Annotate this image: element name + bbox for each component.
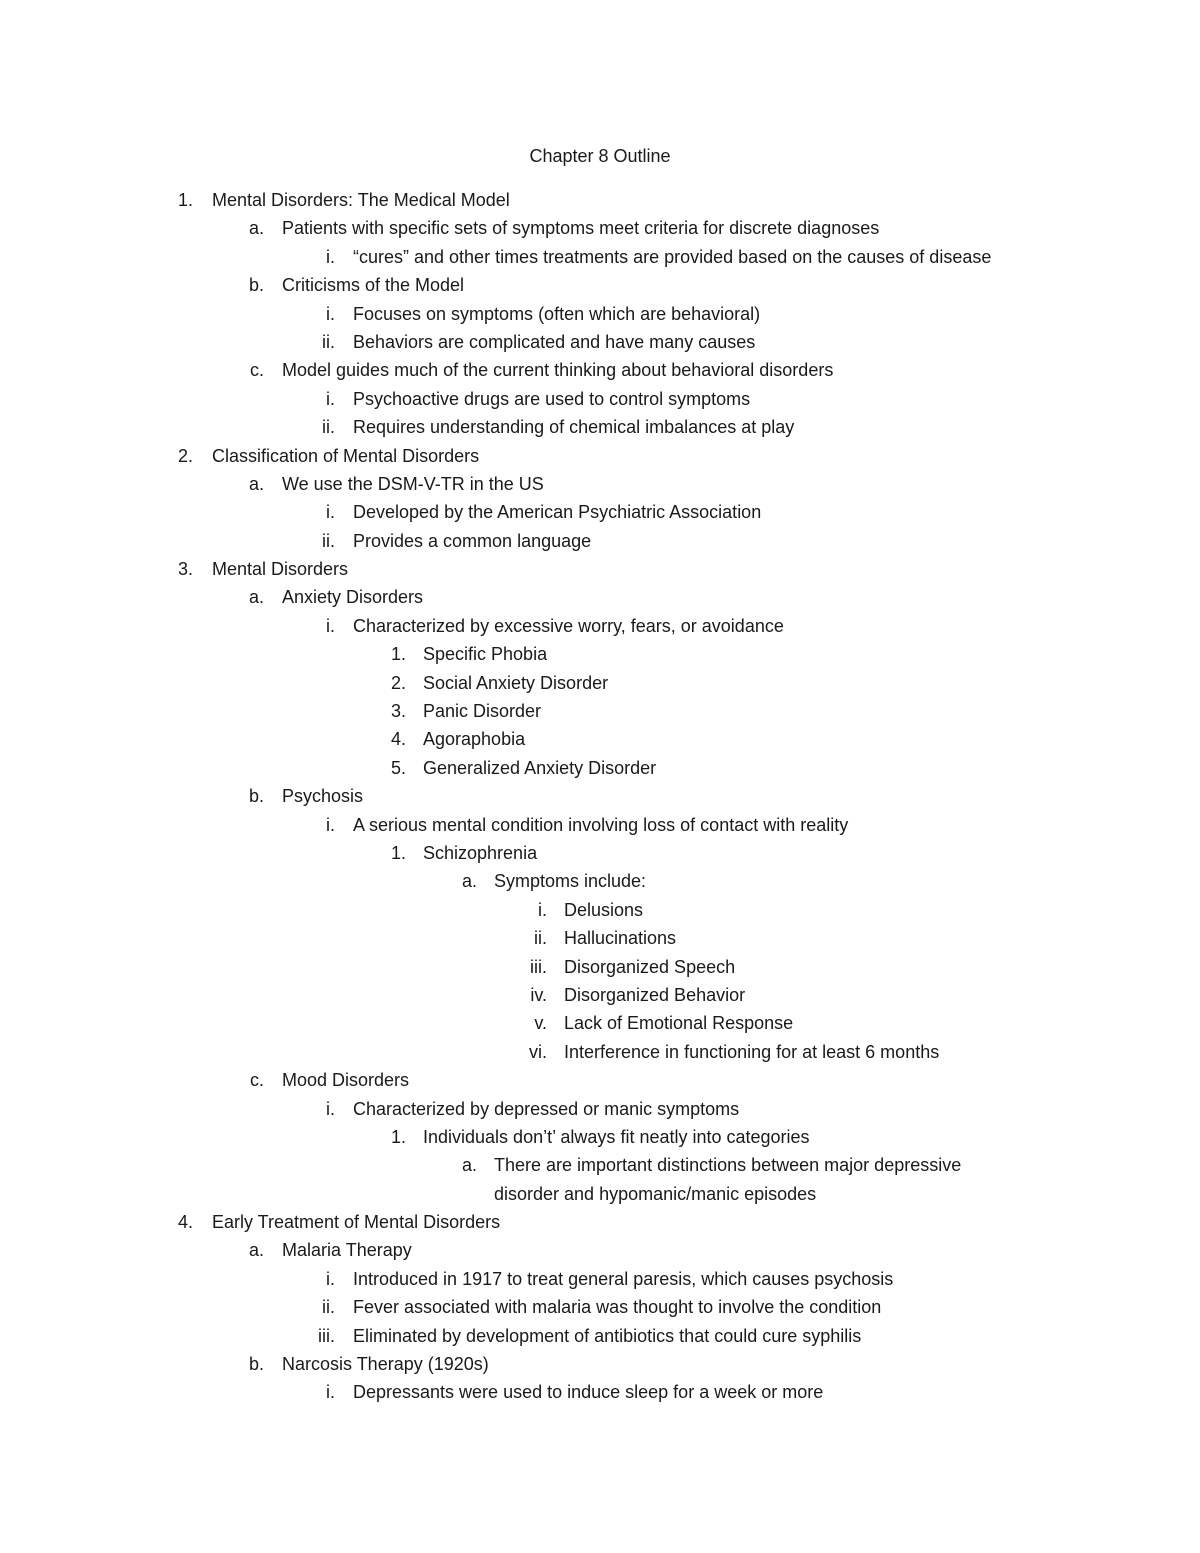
outline-item <box>0 1293 1200 1321</box>
outline-item <box>0 1066 1200 1094</box>
outline-item-text: Generalized Anxiety Disorder <box>423 757 657 778</box>
outline-item <box>0 782 1200 810</box>
outline-item <box>0 640 1200 668</box>
outline-item <box>0 186 1200 214</box>
outline-item-text: Anxiety Disorders <box>282 587 424 608</box>
outline-item-marker: 1. <box>390 644 406 665</box>
outline-item-text: “cures” and other times treatments are provided based on the causes of disease <box>353 246 992 267</box>
outline-item-text: We use the DSM-V-TR in the US <box>282 473 544 494</box>
outline-item <box>0 1236 1200 1264</box>
outline-item <box>0 1009 1200 1037</box>
outline-item-text: Requires understanding of chemical imbalances at play <box>353 417 795 438</box>
outline-item-marker: 2. <box>177 445 193 466</box>
outline-item <box>0 839 1200 867</box>
outline-item-marker: 3. <box>177 559 193 580</box>
outline-item <box>0 583 1200 611</box>
outline-item <box>0 385 1200 413</box>
outline-item-marker: ii. <box>322 1297 335 1318</box>
outline-item-text: Social Anxiety Disorder <box>423 672 609 693</box>
outline-item <box>0 413 1200 441</box>
outline-item-text: A serious mental condition involving loss of contact with reality <box>353 814 849 835</box>
outline-item <box>0 243 1200 271</box>
outline-item <box>0 1095 1200 1123</box>
outline-item <box>0 498 1200 526</box>
outline-item-marker: a. <box>248 473 264 494</box>
outline-item-marker: ii. <box>322 530 335 551</box>
outline-item-text: Mood Disorders <box>282 1070 410 1091</box>
outline-item-marker: i. <box>326 1382 335 1403</box>
outline-item-marker: 1. <box>177 190 193 210</box>
outline-item <box>0 896 1200 924</box>
outline-item-marker: 3. <box>390 701 406 722</box>
outline-item-text: Fever associated with malaria was thought to involve the condition <box>353 1297 882 1318</box>
outline-item <box>0 300 1200 328</box>
outline-item-marker: b. <box>248 275 264 296</box>
outline-item <box>0 1322 1200 1350</box>
outline-item <box>0 811 1200 839</box>
outline-item-marker: 2. <box>390 672 406 693</box>
outline-item-marker: vi. <box>529 1041 547 1062</box>
outline-item-text: Malaria Therapy <box>282 1240 412 1261</box>
outline-item <box>0 1208 1200 1236</box>
outline-item-text: Individuals don’t’ always fit neatly into categories <box>423 1126 810 1147</box>
outline-item-marker: 5. <box>390 757 406 778</box>
outline-item-text: Focuses on symptoms (often which are behavioral) <box>353 303 761 324</box>
outline-item-text: Early Treatment of Mental Disorders <box>212 1212 501 1233</box>
outline-item <box>0 328 1200 356</box>
outline-item-marker: i. <box>326 1268 335 1289</box>
outline-item <box>0 527 1200 555</box>
outline-item-text: There are important distinctions between major depressive <box>494 1155 962 1176</box>
outline-item-text: Psychosis <box>282 786 364 807</box>
outline-item-text: Eliminated by development of antibiotics that could cure syphilis <box>353 1325 862 1346</box>
outline-item <box>0 1123 1200 1151</box>
outline-item <box>0 953 1200 981</box>
outline-item-text: Developed by the American Psychiatric Association <box>353 502 762 523</box>
outline-item-text: Psychoactive drugs are used to control symptoms <box>353 388 751 409</box>
outline-item-marker: ii. <box>322 331 335 352</box>
outline-item-marker: iii. <box>318 1325 335 1346</box>
outline-item-marker: i. <box>538 899 547 920</box>
outline-item-text: Mental Disorders <box>212 559 349 580</box>
outline-item <box>0 442 1200 470</box>
outline-item-marker: a. <box>461 1155 477 1176</box>
outline-item <box>0 555 1200 583</box>
outline-item-marker: i. <box>326 814 335 835</box>
outline-item-marker: iv. <box>530 984 547 1005</box>
outline-item-text: Characterized by excessive worry, fears, or avoidance <box>353 615 784 636</box>
outline-item-text: Panic Disorder <box>423 701 542 722</box>
outline-item-text: Criticisms of the Model <box>282 275 465 296</box>
outline-item <box>0 725 1200 753</box>
outline-item-text: Classification of Mental Disorders <box>212 445 480 466</box>
outline-item-text: Schizophrenia <box>423 842 538 863</box>
outline-item-marker: v. <box>534 1013 547 1034</box>
outline-item <box>0 669 1200 697</box>
outline-item-text: Delusions <box>564 899 644 920</box>
outline-list <box>0 186 1200 1407</box>
outline-item-text: Narcosis Therapy (1920s) <box>282 1354 489 1375</box>
outline-item-text: Behaviors are complicated and have many causes <box>353 331 756 352</box>
outline-item <box>0 1151 1200 1179</box>
outline-item <box>0 697 1200 725</box>
outline-item-marker: i. <box>326 388 335 409</box>
outline-item-marker: b. <box>248 786 264 807</box>
outline-item-marker: c. <box>249 1070 264 1091</box>
outline-item-marker: 4. <box>177 1212 193 1233</box>
outline-item-marker: a. <box>248 587 264 608</box>
outline-item-marker: a. <box>461 871 477 892</box>
outline-item <box>0 1350 1200 1378</box>
outline-item-marker: 1. <box>390 842 406 863</box>
outline-item-marker: ii. <box>534 928 547 949</box>
outline-item-text: Symptoms include: <box>494 871 647 892</box>
outline-item <box>0 1180 1200 1208</box>
outline-item-text: Disorganized Speech <box>564 956 736 977</box>
outline-item-marker: iii. <box>530 956 547 977</box>
outline-item-marker: i. <box>326 615 335 636</box>
outline-item <box>0 271 1200 299</box>
outline-item-text: Patients with specific sets of symptoms meet criteria for discrete diagnoses <box>282 218 880 239</box>
outline-item <box>0 612 1200 640</box>
outline-item <box>0 867 1200 895</box>
outline-item <box>0 924 1200 952</box>
outline-item <box>0 470 1200 498</box>
outline-item-marker: b. <box>248 1354 264 1375</box>
outline-item-marker: a. <box>248 218 264 239</box>
outline-item-text: Specific Phobia <box>423 644 548 665</box>
outline-item-text: Mental Disorders: The Medical Model <box>212 190 510 210</box>
page-title: Chapter 8 Outline <box>529 146 671 166</box>
outline-item-text: disorder and hypomanic/manic episodes <box>494 1183 817 1204</box>
outline-item-text: Interference in functioning for at least 6 months <box>564 1041 940 1062</box>
outline-item-marker: ii. <box>322 417 335 438</box>
outline-item-text: Hallucinations <box>564 928 677 949</box>
outline-item-text: Lack of Emotional Response <box>564 1013 794 1034</box>
outline-item <box>0 1265 1200 1293</box>
outline-item-marker: 4. <box>390 729 406 750</box>
outline-item-text: Agoraphobia <box>423 729 526 750</box>
outline-item-text: Depressants were used to induce sleep for a week or more <box>353 1382 824 1403</box>
outline-item-text: Characterized by depressed or manic symptoms <box>353 1098 740 1119</box>
outline-item <box>0 1038 1200 1066</box>
outline-item-marker: i. <box>326 303 335 324</box>
outline-item-marker: i. <box>326 246 335 267</box>
outline-item <box>0 214 1200 242</box>
outline-item-text: Introduced in 1917 to treat general paresis, which causes psychosis <box>353 1268 894 1289</box>
outline-item-text: Model guides much of the current thinking about behavioral disorders <box>282 360 834 381</box>
outline-item-text: Provides a common language <box>353 530 592 551</box>
outline-item-marker: 1. <box>390 1126 406 1147</box>
outline-item <box>0 1378 1200 1406</box>
outline-item <box>0 754 1200 782</box>
outline-item-marker: c. <box>249 360 264 381</box>
outline-item-marker: a. <box>248 1240 264 1261</box>
outline-item-marker: i. <box>326 502 335 523</box>
outline-item <box>0 981 1200 1009</box>
outline-item-marker: i. <box>326 1098 335 1119</box>
outline-item <box>0 356 1200 384</box>
outline-item-text: Disorganized Behavior <box>564 984 746 1005</box>
